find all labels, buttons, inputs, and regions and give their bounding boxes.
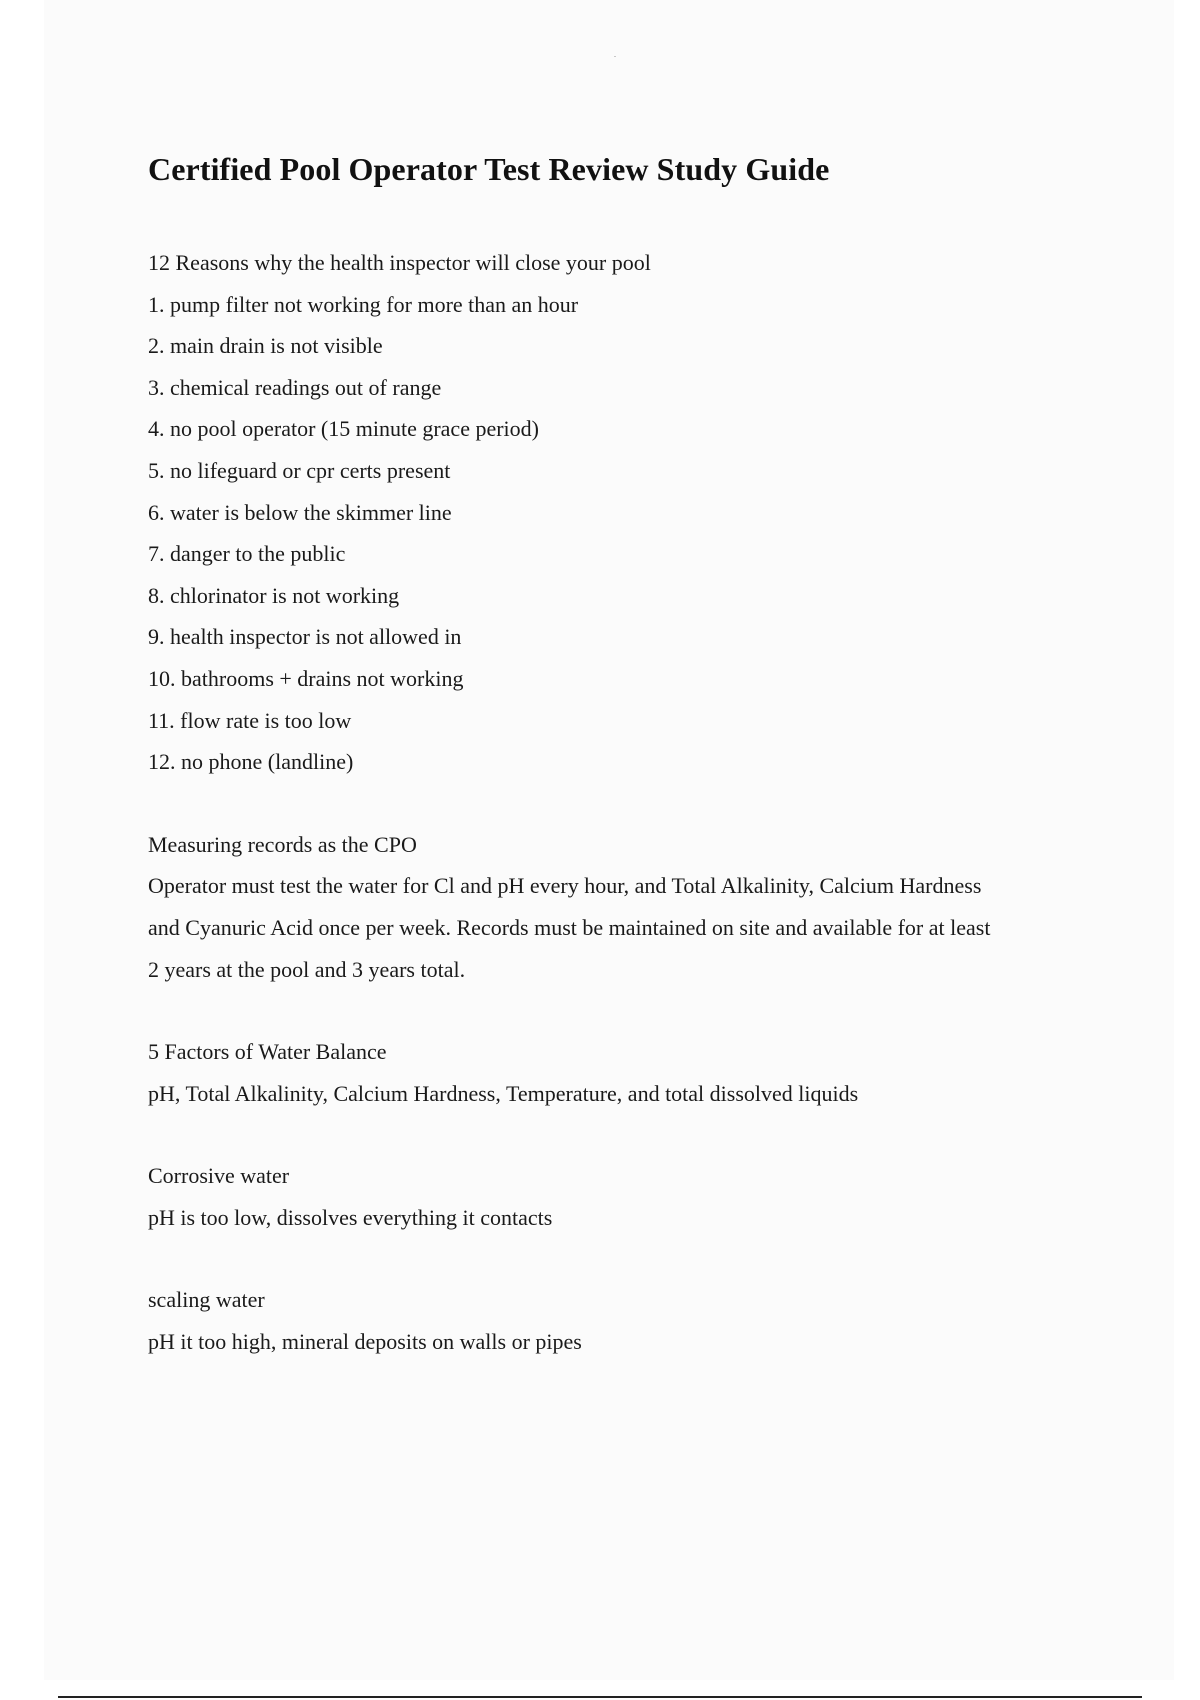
records-text-line: Operator must test the water for Cl and pH every hour, and Total Alkalinity, Calcium Hardness	[148, 873, 982, 899]
corrosive-section	[148, 1155, 1108, 1238]
records-text-line: and Cyanuric Acid once per week. Records must be maintained on site and available for at least	[148, 914, 991, 940]
scaling-section	[148, 1279, 1108, 1362]
reason-item: 10. bathrooms + drains not working	[148, 665, 464, 691]
reasons-section	[148, 242, 1108, 783]
records-heading: Measuring records as the CPO	[148, 831, 417, 857]
balance-section	[148, 1031, 1108, 1114]
reason-item: 7. danger to the public	[148, 541, 346, 567]
reason-item: 1. pump filter not working for more than an hour	[148, 291, 579, 317]
reason-item: 5. no lifeguard or cpr certs present	[148, 457, 451, 483]
document-content	[148, 150, 1108, 1404]
reason-item: 2. main drain is not visible	[148, 333, 383, 359]
scaling-heading: scaling water	[148, 1287, 265, 1313]
bottom-rule	[58, 1696, 1142, 1698]
document-title: Certified Pool Operator Test Review Study Guide	[148, 151, 830, 187]
reason-item: 3. chemical readings out of range	[148, 374, 442, 400]
reason-item: 6. water is below the skimmer line	[148, 499, 452, 525]
corrosive-text: pH is too low, dissolves everything it contacts	[148, 1204, 553, 1230]
records-section	[148, 824, 1108, 990]
balance-heading: 5 Factors of Water Balance	[148, 1039, 387, 1065]
reason-item: 12. no phone (landline)	[148, 749, 354, 775]
reason-item: 8. chlorinator is not working	[148, 582, 400, 608]
reason-item: 4. no pool operator (15 minute grace period)	[148, 416, 539, 442]
reason-item: 9. health inspector is not allowed in	[148, 624, 462, 650]
balance-text: pH, Total Alkalinity, Calcium Hardness, Temperature, and total dissolved liquids	[148, 1080, 859, 1106]
reasons-heading: 12 Reasons why the health inspector will close your pool	[148, 250, 651, 275]
reason-item: 11. flow rate is too low	[148, 707, 352, 733]
corrosive-heading: Corrosive water	[148, 1163, 290, 1189]
records-text-line: 2 years at the pool and 3 years total.	[148, 956, 466, 982]
scan-speck	[614, 56, 616, 57]
scaling-text: pH it too high, mineral deposits on walls or pipes	[148, 1329, 582, 1355]
